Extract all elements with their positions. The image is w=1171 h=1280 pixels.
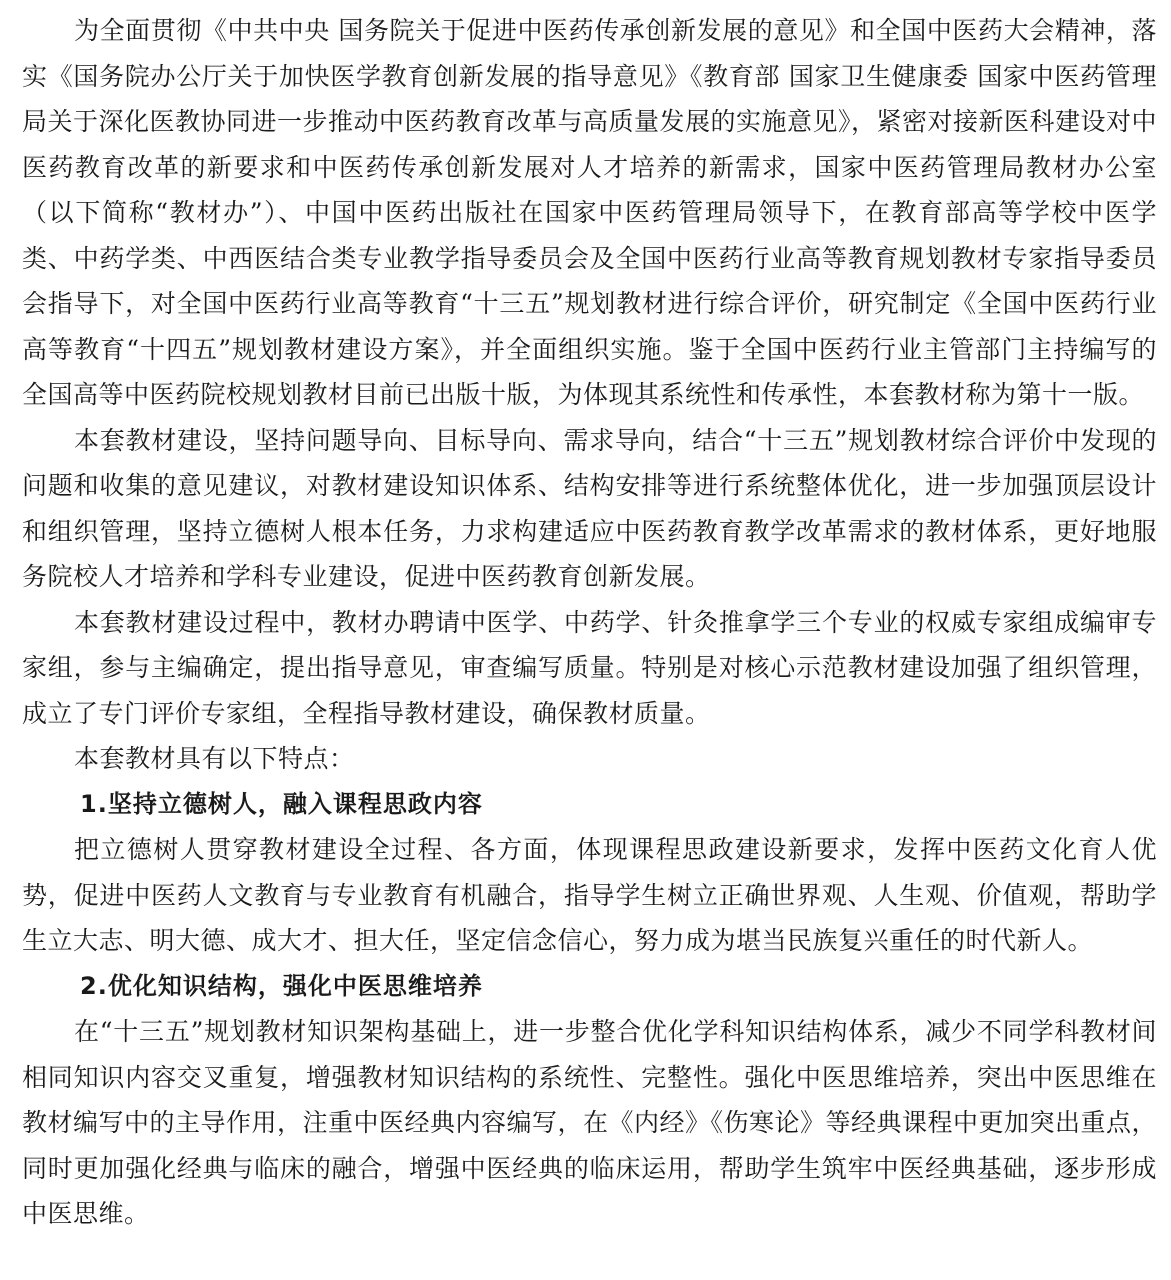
- paragraph: 本套教材建设，坚持问题导向、目标导向、需求导向，结合“十三五”规划教材综合评价中发现的问题和收集的意见建议，对教材建设知识体系、结构安排等进行系统整体优化，进一步加强顶层设计和组织管理，坚持立德树人根本任务，力求构建适应中医药教育教学改革需求的教材体系，更好地服务院校人才培养和学科专业建设，促进中医药教育创新发展。: [22, 425, 1157, 591]
- section-body: 把立德树人贯穿教材建设全过程、各方面，体现课程思政建设新要求，发挥中医药文化育人优势，促进中医药人文教育与专业教育有机融合，指导学生树立正确世界观、人生观、价值观，帮助学生立大志、明大德、成大才、担大任，坚定信念信心，努力成为堪当民族复兴重任的时代新人。: [22, 835, 1157, 955]
- section-body: 在“十三五”规划教材知识架构基础上，进一步整合优化学科知识结构体系，减少不同学科教材间相同知识内容交叉重复，增强教材知识结构的系统性、完整性。强化中医思维培养，突出中医思维在教材编写中的主导作用，注重中医经典内容编写，在《内经》《伤寒论》等经典课程中更加突出重点，同时更加强化经典与临床的融合，增强中医经典的临床运用，帮助学生筑牢中医经典基础，逐步形成中医思维。: [22, 1017, 1158, 1228]
- section-heading: 2.优化知识结构，强化中医思维培养: [80, 971, 483, 1000]
- section-heading: 1.坚持立德树人，融入课程思政内容: [80, 789, 483, 818]
- paragraph: 为全面贯彻《中共中央 国务院关于促进中医药传承创新发展的意见》和全国中医药大会精神，落实《国务院办公厅关于加快医学教育创新发展的指导意见》《教育部 国家卫生健康委 国家中医药管理局关于深化医教协同进一步推动中医药教育改革与高质量发展的实施意见》，紧密对接新医科建设对中医药教育改革的新要求和中医药传承创新发展对人才培养的新需求，国家中医药管理局教材办公室（以下简称“教材办”）、中国中医药出版社在国家中医药管理局领导下，在教育部高等学校中医学类、中药学类、中西医结合类专业教学指导委员会及全国中医药行业高等教育规划教材专家指导委员会指导下，对全国中医药行业高等教育“十三五”规划教材进行综合评价，研究制定《全国中医药行业高等教育“十四五”规划教材建设方案》，并全面组织实施。鉴于全国中医药行业主管部门主持编写的全国高等中医药院校规划教材目前已出版十版，为体现其系统性和传承性，本套教材称为第十一版。: [22, 16, 1158, 409]
- paragraph: 本套教材建设过程中，教材办聘请中医学、中药学、针灸推拿学三个专业的权威专家组成编审专家组，参与主编确定，提出指导意见，审查编写质量。特别是对核心示范教材建设加强了组织管理，成立了专门评价专家组，全程指导教材建设，确保教材质量。: [22, 607, 1157, 728]
- paragraph: 本套教材具有以下特点：: [74, 744, 355, 773]
